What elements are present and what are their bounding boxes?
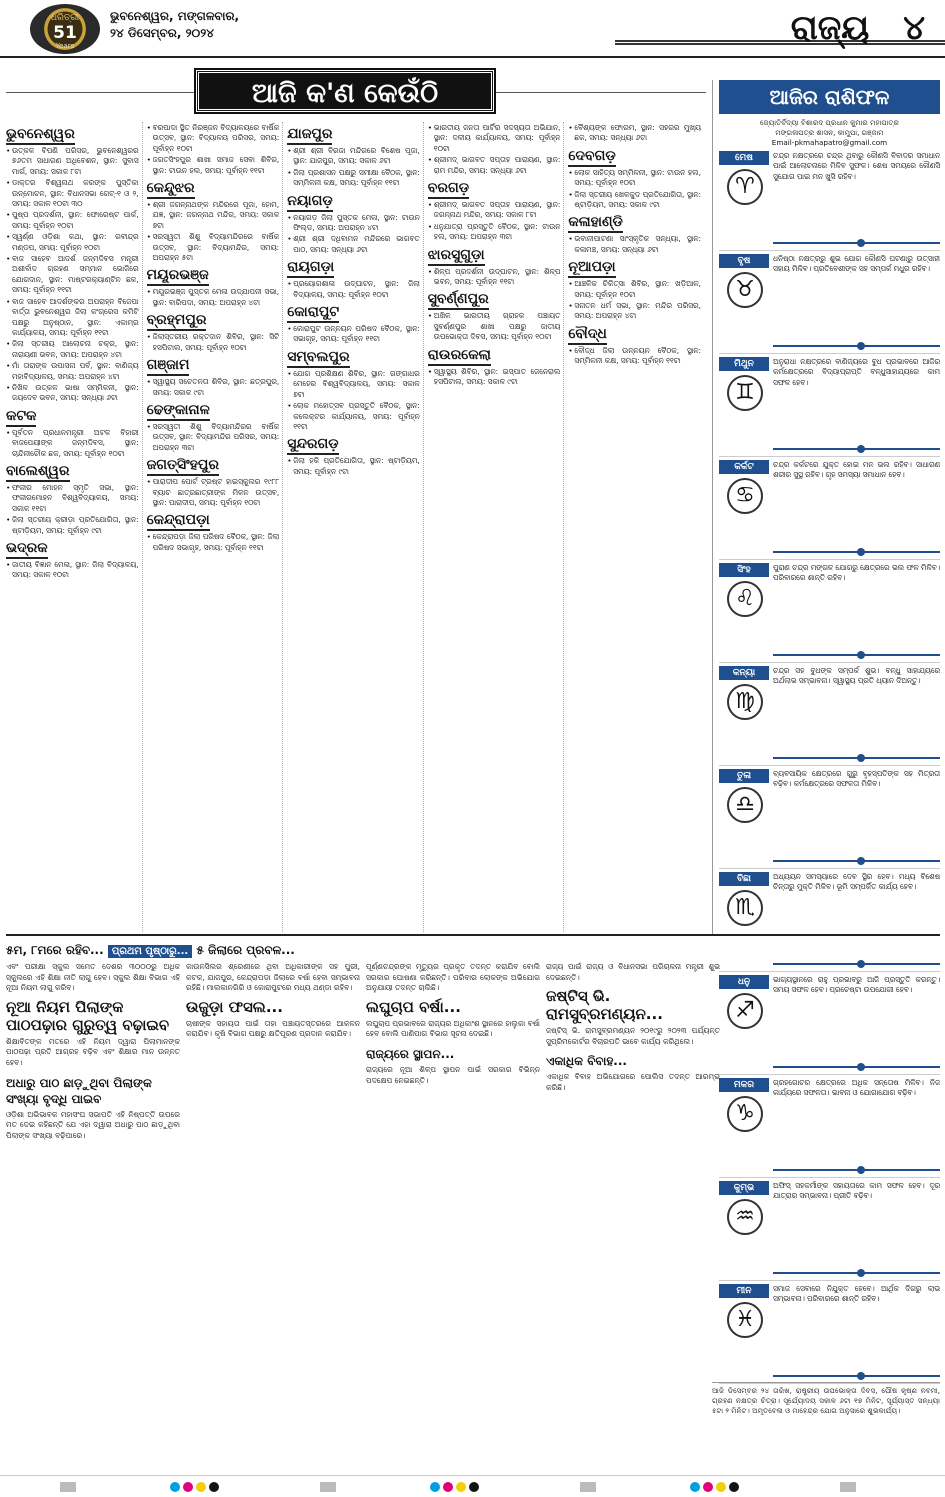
city-heading: ଗଞ୍ଜାମ — [147, 356, 190, 376]
registration-dot-icon — [443, 1482, 453, 1492]
zodiac-name: ତୁଳା — [719, 769, 769, 783]
registration-dot-icon — [430, 1482, 440, 1492]
zodiac-forecast: ପୁରାଣ ଚନ୍ଦ୍ର ମଙ୍ଗଳ ଯୋଗରୁ କ୍ଷେତ୍ରରେ ଭଲ ଫଳ ମିଳିବ। ପରିବାରରେ ଶାନ୍ତି ରହିବ। — [773, 563, 940, 583]
event-item: • ପ୍ରୟୋଗଶାଳା ଉଦ୍‌ଘାଟନ, ସ୍ଥାନ: ଜିଲା ବିଦ୍ୟାଳୟ, ସମୟ: ପୂର୍ବାହ୍ନ ୧୦ଟା — [287, 279, 420, 300]
article-paragraph: ରାଜ୍ୟରେ ନୂଆ ଶିଳ୍ପ ସ୍ଥାପନ ପାଇଁ ସରକାର ବିଭିନ୍ନ ପଦକ୍ଷେପ ନେଇଛନ୍ତି। — [366, 1064, 540, 1085]
zodiac-forecast: ଚନ୍ଦ୍ର ନକ୍ଷତ୍ରରେ ଚନ୍ଦ୍ର ଥିବାରୁ କୌଣସି ବିବାଦର ସମାଧାନ ପାଇଁ ଆଲୋଚନାରେ ମିଳିବ ସୁଫଳ। ଶେଷ ସମୟରେ କୌଣସି ସୁଯୋଗ ପାଇ ମନ ଖୁସି ରହିବ। — [773, 151, 940, 181]
city-heading: ନୂଆପଡ଼ା — [568, 258, 615, 278]
zodiac-forecast: ଗ୍ରହଗୋଚର କ୍ଷେତ୍ରରେ ଅଧିକ ସନ୍ତୋଷ ମିଳିବ। ନିଜ କାର୍ଯ୍ୟରେ ସଫଳତା। ଭାବନା ଓ ଯୋଗାଯୋଗ ବଢ଼ିବ। — [773, 1078, 940, 1098]
zodiac-sign-icon: ♊ — [727, 375, 763, 411]
zodiac-forecast: ଅନୁରାଧା ନକ୍ଷତ୍ରରେ ବାଣିଜ୍ୟରେ ବୁଧ ପ୍ରଭାବରେ ଆଜିର କର୍ମକ୍ଷେତ୍ରରେ ବିଦ୍ୟାପ୍ରାପ୍ତି ବନ୍ଧୁସାହାଯ୍ୟରେ କାମ ସଫଳ ହେବ। — [773, 357, 940, 387]
registration-dot-icon — [196, 1482, 206, 1492]
article-subheading: ଅଧାରୁ ପାଠ ଛାଡ଼ୁଥିବା ପିଲାଙ୍କ ସଂଖ୍ୟା ବୃଦ୍ଧି ପାଇବ — [6, 1075, 152, 1106]
article-subheading: ନୂଆ ନିୟମ ପିଲାଙ୍କ ପାଠପଢ଼ାର ଗୁରୁତ୍ୱ ବଢ଼ାଇବ — [6, 997, 170, 1034]
event-item: • ଭବାନୀପାଟଣା ସାଂସ୍କୃତିକ ସନ୍ଧ୍ୟା, ସ୍ଥାନ: କଳାମଞ୍ଚ, ସମୟ: ସନ୍ଧ୍ୟା ୬ଟା — [568, 234, 701, 255]
event-item: • କୋରାପୁଟ ଉନ୍ନୟନ ପରିଷଦ ବୈଠକ, ସ୍ଥାନ: ସଭାଗୃହ, ସମୟ: ପୂର୍ବାହ୍ନ ୧୧ଟା — [287, 324, 420, 345]
event-item: • ଜିଲା ପ୍ରଶାସନ ପକ୍ଷରୁ ସମୀକ୍ଷା ବୈଠକ, ସ୍ଥାନ: ସମ୍ମିଳନୀ କକ୍ଷ, ସମୟ: ପୂର୍ବାହ୍ନ ୧୧ଟା — [287, 168, 420, 189]
event-item: • ଶ୍ରୀମଦ୍ ଭାଗବତ ସପ୍ତାହ ପାରାୟଣ, ସ୍ଥାନ: ଜଗନ୍ନାଥ ମନ୍ଦିର, ସମୟ: ସକାଳ ୮ଟା — [428, 200, 561, 221]
event-item: • ଜିଲା ହକି ପ୍ରତିଯୋଗିତା, ସ୍ଥାନ: ଷ୍ଟାଡ଼ିୟମ, ସମୟ: ପୂର୍ବାହ୍ନ ୯ଟା — [287, 456, 420, 477]
event-item: • ଜଗତସିଂହପୁର ଶାଖା ସମାଜ ସେବା ଶିବିର, ସ୍ଥାନ: ଟାଉନ ହଲ, ସମୟ: ପୂର୍ବାହ୍ନ ୧୧ଟା — [147, 155, 280, 176]
continued-headline-2: ୫ ଜିଲାରେ ପ୍ରବଳ... — [196, 943, 295, 957]
city-heading: କଳାହାଣ୍ଡି — [568, 213, 623, 233]
zodiac-forecast: ଚନ୍ଦ୍ର କର୍କଟରେ ଯୁକ୍ତ ହୋଇ ମନ ଭଲ ରହିବ। ସାଧାରଣ ଶରୀର ସୁସ୍ଥ ରହିବ। ଗୃହ ସମସ୍ୟା ସମାଧାନ ହେବ। — [773, 460, 940, 480]
event-item: • ସ୍ୱାସ୍ଥ୍ୟ ସଚେତନତା ଶିବିର, ସ୍ଥାନ: ଛତ୍ରପୁର, ସମୟ: ସକାଳ ୯ଟା — [147, 377, 280, 398]
article-paragraph: ଏବଂ ପରୀକ୍ଷା ସ୍କୁଲ ସମେତ ଦେଶର ୩୦୦୦ରୁ ଅଧିକ ସ୍କୁଲରେ ଏହି ଶିକ୍ଷା ନୀତି ଲାଗୁ ହେବ। ସ୍କୁଲ ଶିକ୍ଷା ବିଭାଗ ଏହି ନୂଆ ନିୟମ ଲାଗୁ କରିବ। — [6, 962, 180, 993]
continued-headline: ୫ମ, ୮ମରେ ରହିବ... — [6, 943, 104, 957]
event-item: • ଶ୍ରୀ ଶ୍ରୀ ବିରଜା ମନ୍ଦିରରେ ବିଶେଷ ପୂଜା, ସ୍ଥାନ: ଯାଜପୁର, ସମୟ: ସକାଳ ୬ଟା — [287, 146, 420, 167]
page-tag: ପ୍ରଥମ ପୃଷ୍ଠାରୁ... — [108, 945, 192, 958]
page-section-title — [791, 2, 925, 54]
zodiac-forecast: ଭାଗ୍ୟସ୍ଥାନରେ ରାହୁ ପ୍ରଭାବରୁ ଆଜି ପ୍ରସ୍ତୁତି କରନ୍ତୁ। ସମୟ ସଫଳ ହେବ। ପ୍ରଚେଷ୍ଟା ଉପଯୋଗୀ ହେବ। — [773, 975, 940, 995]
city-heading: ନୟାଗଡ଼ — [287, 192, 333, 212]
astrologer-address: ମଙ୍ଗଳାପତ୍ର ଶାସନ, କାମୁପା, ଗଞ୍ଜାମ — [775, 128, 884, 137]
zodiac-entry — [719, 460, 940, 560]
event-item: • ଶ୍ରୀମଦ୍ ଭାଗବତ ସପ୍ତାହ ପାରାୟଣ, ସ୍ଥାନ: ରାମ ମନ୍ଦିର, ସମୟ: ସନ୍ଧ୍ୟା ୬ଟା — [428, 155, 561, 176]
dateline-date: ୨୪ ଡିସେମ୍ବର, ୨୦୨୪ — [110, 26, 214, 40]
article-paragraph: ରାଜ୍ୟ ପାଇଁ ରାଜ୍ୟ ଓ ବିଧାନସଭା ପରିଚାଳନା ମନ୍ତ୍ରୀ ଶୁଭ ଦେଇଛନ୍ତି। — [546, 962, 720, 982]
article-paragraph: ଓଡ଼ିଶା ଅଭିଭାବକ ମହାସଂଘ ସଭାପତି ଏହି ନିଷ୍ପତ୍ତି ଉପରେ ମତ ଦେଇ କହିଛନ୍ତି ଯେ ଏହା ଦ୍ୱାରା ଅଧାରୁ ପାଠ ଛାଡ଼ୁଥିବା ପିଲାଙ୍କ ସଂଖ୍ୟା ବଢ଼ିପାରେ। — [6, 1109, 180, 1140]
city-heading: ମୟୂରଭଞ୍ଜ — [147, 266, 209, 286]
event-item: • ଲୋକ ମହୋତ୍ସବ ପ୍ରସ୍ତୁତି ବୈଠକ, ସ୍ଥାନ: କଲେକ୍ଟର କାର୍ଯ୍ୟାଳୟ, ସମୟ: ପୂର୍ବାହ୍ନ ୧୧ଟା — [287, 401, 420, 432]
article-column — [366, 962, 540, 1474]
zodiac-name: ବୃଷ — [719, 254, 769, 268]
zodiac-entry — [719, 666, 940, 766]
city-heading: ଭଦ୍ରକ — [6, 539, 48, 559]
gray-patch-icon — [580, 1482, 596, 1492]
zodiac-name: ବିଛା — [719, 872, 769, 886]
zodiac-sign-icon: ♏ — [727, 890, 763, 926]
event-item: • ନିଖିଳ ଉତ୍କଳ ଭାଷା ସମ୍ମିଳନୀ, ସ୍ଥାନ: ଜୟଦେବ ଭବନ, ସମୟ: ସନ୍ଧ୍ୟା ୬ଟା — [6, 383, 139, 404]
article-subheading: ରାଜ୍ୟରେ ସ୍ଥାପନ... — [366, 1046, 455, 1061]
continued-header — [6, 940, 356, 960]
zodiac-name: କର୍କଟ — [719, 460, 769, 474]
registration-dot-icon — [690, 1482, 700, 1492]
zodiac-name: ମିଥୁନ — [719, 357, 769, 371]
gray-patch-icon — [840, 1482, 856, 1492]
horoscope-panel — [712, 80, 940, 1332]
article-paragraph: କାଉନସିଲର ଶ୍ରେଣୀରେ ଥିବା ଅଧିକାରୀଙ୍କ ସହ ପୁରୀ, କଟକ, ଯାଜପୁର, କେନ୍ଦ୍ରାପଡ଼ା ଜିଲାରେ ବର୍ଷା ହେବା ସମ୍ଭାବନା ରହିଛି। ମାଲକାନଗିରି ଓ କୋରାପୁଟରେ ମଧ୍ୟ ଥଣ୍ଡା ରହିବ। — [186, 962, 360, 993]
article-paragraph: ଚାଷୀଙ୍କ ସହାୟତା ପାଇଁ ତାହା ପଞ୍ଚାୟତସ୍ତରରେ ଆକଳନ କରାଯିବ। କୃଷି ବିଭାଗ ପକ୍ଷରୁ କ୍ଷତିପୂରଣ ପ୍ରଦାନ କରାଯିବ। — [186, 1018, 360, 1039]
event-item: • ଭାରତୀୟ ଜନତା ପାର୍ଟିର ସଦସ୍ୟତା ଅଭିଯାନ, ସ୍ଥାନ: ଦଳୀୟ କାର୍ଯ୍ୟାଳୟ, ସମୟ: ପୂର୍ବାହ୍ନ ୧୦ଟା — [428, 123, 561, 154]
city-heading: ବରଗଡ଼ — [428, 179, 469, 199]
event-item: • ଶ୍ରୀ ଜଗନ୍ନାଥଙ୍କ ମନ୍ଦିରରେ ପୂଜା, ହୋମ, ଯଜ୍ଞ, ସ୍ଥାନ: ଜଗନ୍ନାଥ ମନ୍ଦିର, ସମୟ: ସକାଳ ୭ଟା — [147, 200, 280, 231]
zodiac-sign-icon: ♐ — [727, 993, 763, 1029]
event-item: • ଧନୁଯାତ୍ରା ପ୍ରସ୍ତୁତି ବୈଠକ, ସ୍ଥାନ: ଟାଉନ ହଲ, ସମୟ: ଅପରାହ୍ନ ୩ଟା — [428, 222, 561, 243]
article-subheading: ଉଜୁଡ଼ା ଫସଲ... — [186, 997, 283, 1016]
zodiac-forecast: ଅଫିସ୍ ସହକର୍ମୀଙ୍କ ସହାୟତାରେ କାମ ସଫଳ ହେବ। ଦୂର ଯାତ୍ରାର ସମ୍ଭାବନା। ପ୍ରୀତି ବଢ଼ିବ। — [773, 1181, 940, 1201]
event-item: • ଜିଲାସ୍ତରୀୟ ରକ୍ତଦାନ ଶିବିର, ସ୍ଥାନ: ସିଟି ହସପିଟାଲ, ସମୟ: ପୂର୍ବାହ୍ନ ୧୦ଟା — [147, 332, 280, 353]
article-column — [186, 962, 360, 1474]
city-heading: ବ୍ରହ୍ମପୁର — [147, 311, 207, 331]
event-item: • ମୟୂରଭଞ୍ଜ ପୁସ୍ତକ ମେଳା ଉଦ୍‌ଯାପନୀ ସଭା, ସ୍ଥାନ: ବାରିପଦା, ସମୟ: ଅପରାହ୍ନ ୪ଟା — [147, 287, 280, 308]
city-heading: ସୁବର୍ଣ୍ଣପୁର — [428, 290, 489, 310]
zodiac-name: କୁମ୍ଭ — [719, 1181, 769, 1195]
zodiac-forecast: ଚନ୍ଦ୍ର ସହ ବୁଧଙ୍କ ସମ୍ପର୍କ ଶୁଭ। ବନ୍ଧୁ ସାହାଯ୍ୟରେ ଅର୍ଥଲାଭ ସମ୍ଭାବନା। ସ୍ୱାସ୍ଥ୍ୟ ପ୍ରତି ଧ୍ୟାନ ଦିଅନ୍ତୁ। — [773, 666, 940, 686]
city-heading: ଜଗତ୍‌ସିଂହପୁର — [147, 456, 219, 476]
registration-dot-icon — [469, 1482, 479, 1492]
registration-dot-icon — [183, 1482, 193, 1492]
zodiac-name: ମେଷ — [719, 151, 769, 165]
city-heading: କୋରାପୁଟ — [287, 303, 339, 323]
event-item: • ଯୋଗ ପ୍ରଶିକ୍ଷଣ ଶିବିର, ସ୍ଥାନ: ଗଙ୍ଗାଧର ମେହେର ବିଶ୍ୱବିଦ୍ୟାଳୟ, ସମୟ: ସକାଳ ୭ଟା — [287, 369, 420, 400]
registration-dot-icon — [729, 1482, 739, 1492]
zodiac-sign-icon: ♑ — [727, 1096, 763, 1132]
event-item: • କେନ୍ଦ୍ରାପଡ଼ା ଜିଲା ପରିଷଦ ବୈଠକ, ସ୍ଥାନ: ଜିଲା ପରିଷଦ ସଭାଗୃହ, ସମୟ: ପୂର୍ବାହ୍ନ ୧୧ଟା — [147, 532, 280, 553]
article-paragraph: ଏକାଧିକ ବିବାହ ଅଭିଯୋଗରେ ପୋଲିସ ତଦନ୍ତ ଆରମ୍ଭ କରିଛି। — [546, 1072, 720, 1092]
masthead — [0, 0, 945, 58]
separator-icon — [773, 242, 940, 244]
events-banner: ଆଜି କ'ଣ କେଉଁଠି — [196, 70, 494, 112]
zodiac-entry — [719, 769, 940, 869]
event-item: • ସନାତନ ଧର୍ମ ସଭା, ସ୍ଥାନ: ମନ୍ଦିର ପରିସର, ସମୟ: ଅପରାହ୍ନ ୪ଟା — [568, 301, 701, 322]
registration-dot-icon — [703, 1482, 713, 1492]
zodiac-forecast: ସମାଜ ସେବାରେ ନିଯୁକ୍ତ ହେବେ। ଆର୍ଥିକ ଦିଗରୁ ଲାଭ ସମ୍ଭାବନା। ପରିବାରରେ ଶାନ୍ତି ରହିବ। — [773, 1284, 940, 1304]
separator-icon — [773, 551, 940, 553]
event-item: • ମାଁ ତାରାଙ୍କ ଉପାସନା ପର୍ବ, ସ୍ଥାନ: ବାଣିଜ୍ୟ ମହାବିଦ୍ୟାଳୟ, ସମୟ: ଅପରାହ୍ନ ୪ଟା — [6, 361, 139, 382]
page-number: ୪ — [903, 8, 925, 48]
gray-patch-icon — [320, 1482, 336, 1492]
event-item: • ପୂର୍ବତନ ପ୍ରଧାନମନ୍ତ୍ରୀ ଅଟଳ ବିହାରୀ ବାଜପେୟୀଙ୍କ ଜନ୍ମଦିବସ, ସ୍ଥାନ: ଚାନ୍ଦିନୀଚୌକ ଛକ, ସମୟ: ପୂର୍ବାହ୍ନ ୧୦ଟା — [6, 428, 139, 459]
city-heading: ସମ୍ବଲପୁର — [287, 348, 349, 368]
zodiac-name: ମୀନ — [719, 1284, 769, 1298]
event-item: • ଜିଲା ସ୍ତରୀୟ ଖେଳକୁଦ ପ୍ରତିଯୋଗିତା, ସ୍ଥାନ: ଷ୍ଟାଡ଼ିୟମ, ସମୟ: ସକାଳ ୯ଟା — [568, 190, 701, 211]
event-item: • ଜାତୀୟ ବିଜ୍ଞାନ ମେଳା, ସ୍ଥାନ: ଜିଲା ବିଦ୍ୟାଳୟ, ସମୟ: ସକାଳ ୧୦ଟା — [6, 560, 139, 581]
zodiac-forecast: ଅଧ୍ୟୟନ ସମସ୍ୟାରେ ଦେବ ସ୍ଥିର ହେବ। ମଧ୍ୟ ବିଶେଷ ଚିନ୍ତାରୁ ମୁକ୍ତି ମିଳିବ। ଭୂମି ସମ୍ପର୍କିତ କାର୍ଯ୍ୟ ହେବ। — [773, 872, 940, 892]
city-heading: ରାୟଗଡ଼ା — [287, 258, 334, 278]
event-item: • ଅଖିଳ ଭାରତୀୟ ଗ୍ରାହକ ପଞ୍ଚାୟତ ସୁବର୍ଣ୍ଣପୁର ଶାଖା ପକ୍ଷରୁ ଜାତୀୟ ଉପଭୋକ୍ତା ଦିବସ, ସମୟ: ପୂର୍ବାହ୍ନ ୧୦ଟା — [428, 311, 561, 342]
astrologer-info — [719, 118, 940, 148]
event-item: • ବାଜ ସାହେବ ଆଦର୍ଶ ଜନ୍ମଦିବସ ମନ୍ତ୍ରୀ ଅଶୀର୍ବାଦ ଗ୍ରହଣ ସମ୍ମାନ ଭୋଜିରେ ଯୋଗଦାନ, ସ୍ଥାନ: ମାଷ୍ଟରକ୍ୟାଣ୍ଟିନ ଛକ, ସମୟ: ପୂର୍ବାହ୍ନ ୧୧ଟା — [6, 254, 139, 296]
zodiac-entry — [719, 872, 940, 972]
article-paragraph: ଶିକ୍ଷାବିତଙ୍କ ମତରେ ଏହି ନିୟମ ଦ୍ୱାରା ପିଲାମାନଙ୍କ ପାଠପଢ଼ା ପ୍ରତି ଆଗ୍ରହ ବଢ଼ିବ ଏବଂ ଶିକ୍ଷାର ମାନ ଉନ୍ନତ ହେବ। — [6, 1036, 180, 1067]
city-heading: କେନ୍ଦୁଝର — [147, 179, 195, 199]
event-item: • ଆଞ୍ଚଳିକ ଚିକିତ୍ସା ଶିବିର, ସ୍ଥାନ: ଖଡ଼ିଆଳ, ସମୟ: ପୂର୍ବାହ୍ନ ୧୦ଟା — [568, 279, 701, 300]
event-item: • ନୟାଗଡ଼ ଜିଲା ପୁସ୍ତକ ମେଳା, ସ୍ଥାନ: ଟାଉନ ଫିଲ୍ଡ, ସମୟ: ଅପରାହ୍ନ ୪ଟା — [287, 213, 420, 234]
city-heading: ଯାଜପୁର — [287, 125, 332, 145]
dateline-city: ଭୁବନେଶ୍ୱର, ମଙ୍ଗଳବାର, — [110, 9, 240, 23]
gray-patch-icon — [60, 1482, 76, 1492]
section-name: ରାଜ୍ୟ — [790, 8, 870, 48]
logo-years-label: Years — [55, 42, 75, 50]
city-heading: ଦେବଗଡ଼ — [568, 147, 615, 167]
horoscope-title: ଆଜିର ରାଶିଫଳ — [719, 80, 940, 114]
city-heading: ସୁନ୍ଦରଗଡ଼ — [287, 435, 338, 455]
separator-icon — [773, 345, 940, 347]
logo-text: ଧରିତ୍ରୀ — [50, 13, 80, 23]
events-column — [6, 122, 143, 932]
city-heading: ବୌଦ୍ଧ — [568, 325, 607, 345]
event-item: • ବରପାଦା ସ୍ଥିତ ନିରଞ୍ଜନ ବିଦ୍ୟାଳୟରେ ବାର୍ଷିକ ଉତ୍ସବ, ସ୍ଥାନ: ବିଦ୍ୟାଳୟ ପରିସର, ସମୟ: ପୂର୍ବାହ୍ନ ୧୦ଟା — [147, 123, 280, 154]
zodiac-name: ଧନୁ — [719, 975, 769, 989]
event-item: • ସ୍ୱର୍ଣ୍ଣ ଓଡ଼ିଶା କଥା, ସ୍ଥାନ: ରବୀନ୍ଦ୍ର ମଣ୍ଡପ, ସମୟ: ପୂର୍ବାହ୍ନ ୧୦ଟା — [6, 232, 139, 253]
event-item: • ଶିଳ୍ପ ପ୍ରଦର୍ଶନୀ ଉଦ୍‌ଘାଟନ, ସ୍ଥାନ: ଶିଳ୍ପ ଭବନ, ସମୟ: ପୂର୍ବାହ୍ନ ୧୧ଟା — [428, 267, 561, 288]
article-subheading: ଏକାଧିକ ବିବାହ... — [546, 1054, 627, 1069]
print-color-bar — [0, 1475, 945, 1497]
events-column — [568, 122, 704, 932]
astrologer-email: Email-pkmahapatro@gmail.com — [771, 138, 888, 147]
event-item: • ବାଜ ସାହେବ ଆଦର୍ଶଙ୍କର ଅପରାହ୍ନ ବିଜେପା ବାର୍ତ୍ତା ଭୁବନେଶ୍ୱର ଜିଲା କଂଗ୍ରେସ କମିଟି ପକ୍ଷରୁ ଅନୁଷ୍ଠାନ, ସ୍ଥାନ: ଏକାମ୍ର କାର୍ଯ୍ୟାଳୟ, ସମୟ: ପୂର୍ବାହ୍ନ ୧୧ଟା — [6, 297, 139, 339]
event-item: • ପୁଷ୍ପ ପ୍ରଦର୍ଶନୀ, ସ୍ଥାନ: ଫୋରେଷ୍ଟ ପାର୍କ, ସମୟ: ପୂର୍ବାହ୍ନ ୧୦ଟା — [6, 210, 139, 231]
events-column — [428, 122, 565, 932]
event-item: • ପାରାଦୀପ ପୋର୍ଟ ଟ୍ରଷ୍ଟ ହାଇସ୍କୁଲର ୧୯୮୮ ବ୍ୟାଚ ଛାତ୍ରଛାତ୍ରୀଙ୍କ ମିଳନ ଉତ୍ସବ, ସ୍ଥାନ: ପାରାଦୀପ, ସମୟ: ପୂର୍ବାହ୍ନ ୧୦ଟା — [147, 477, 280, 508]
article-paragraph: ଜଷ୍ଟିସ୍ ଭି. ରାମସୁବ୍ରମଣ୍ୟନ ୨୦୧୯ରୁ ୨୦୨୩ ପର୍ଯ୍ୟନ୍ତ ସୁପ୍ରିମକୋର୍ଟର ବିଚାରପତି ଭାବେ କାର୍ଯ୍ୟ କରିଥିଲେ। — [546, 1026, 720, 1046]
zodiac-sign-icon: ♋ — [727, 478, 763, 514]
newspaper-logo — [30, 4, 100, 54]
separator-icon — [773, 448, 940, 450]
city-heading: ବାଲେଶ୍ୱର — [6, 462, 70, 482]
zodiac-name: ସିଂହ — [719, 563, 769, 577]
separator-icon — [773, 860, 940, 862]
separator-icon — [773, 654, 940, 656]
city-heading: ଭୁବନେଶ୍ୱର — [6, 125, 75, 145]
zodiac-entry — [719, 151, 940, 251]
event-item: • ଡାକ୍ତର ବିଶ୍ୱନାଥ କରଙ୍କ ପୁସ୍ତିକା ଉନ୍ମୋଚନ, ସ୍ଥାନ: ବିଧାନସଭା ଗେଟ୍-୧ ଓ ୨, ସମୟ: ସକାଳ ୧୦ଟା ୩୦ — [6, 178, 139, 209]
article-subheading: ଜଷ୍ଟିସ୍ ଭି. ରାମସୁବ୍ରମଣ୍ୟନ... — [546, 987, 663, 1024]
astrologer-name: ଜ୍ୟୋତିର୍ବିଦ୍ୟା ବିଶାରଦ ପ୍ରଧାନ କୁମାର ମହାପାତ୍ର — [760, 118, 899, 127]
registration-dot-icon — [170, 1482, 180, 1492]
panchang-box: ଆଜି ଡିସେମ୍ବର ୨୪ ତାରିଖ, ରାଷ୍ଟ୍ରୀୟ ଉପଭୋକ୍ତା ଦିବସ, ପୌଷ କୃଷ୍ଣ ନବମୀ, ଗ୍ରହଣ ନକ୍ଷତ୍ର ଚିତ୍ରା। ସୂର୍ଯ୍ୟୋଦୟ ସକାଳ ୬ଟା ୧୭ ମିନିଟ, ସୂର୍ଯ୍ୟାସ୍ତ ସନ୍ଧ୍ୟା ୫ଟା ୨ ମିନିଟ। ଅମୃତବେଳା ଓ ମାହେନ୍ଦ୍ର ଯୋଗ ଅନୁସାରେ ଶୁଭକାର୍ଯ୍ୟ। — [712, 1382, 940, 1468]
event-item: • ସରସ୍ୱତୀ ଶିଶୁ ବିଦ୍ୟାମନ୍ଦିରରେ ବାର୍ଷିକ ଉତ୍ସବ, ସ୍ଥାନ: ବିଦ୍ୟାମନ୍ଦିର, ସମୟ: ଅପରାହ୍ନ ୫ଟା — [147, 232, 280, 263]
event-item: • ସ୍ୱାସ୍ଥ୍ୟ ଶିବିର, ସ୍ଥାନ: ଇସ୍ପାତ ଜେନେରାଲ ହସପିଟାଲ, ସମୟ: ସକାଳ ୯ଟା — [428, 367, 561, 388]
city-heading: କଟକ — [6, 407, 36, 427]
event-item: • ଜିଲା ସ୍ତରୀୟ ଆଲୋଚନା ଚକ୍ର, ସ୍ଥାନ: ନାରାୟଣୀ ଭବନ, ସମୟ: ଅପରାହ୍ନ ୪ଟା — [6, 339, 139, 360]
event-item: • ଲୋକ ସାହିତ୍ୟ ସମ୍ମିଳନୀ, ସ୍ଥାନ: ଟାଉନ ହଲ, ସମୟ: ପୂର୍ବାହ୍ନ ୧୦ଟା — [568, 168, 701, 189]
city-heading: ଢେଙ୍କାନାଳ — [147, 401, 210, 421]
registration-dot-icon — [456, 1482, 466, 1492]
event-item: • ଫକୀର ମୋହନ ସ୍ମୃତି ସଭା, ସ୍ଥାନ: ଫକୀରମୋହନ ବିଶ୍ୱବିଦ୍ୟାଳୟ, ସମୟ: ସକାଳ ୧୧ଟା — [6, 483, 139, 514]
section-divider — [6, 934, 940, 936]
article-subheading: ଲଘୁଚାପ ବର୍ଷା... — [366, 997, 461, 1016]
zodiac-forecast: ଧନିଷ୍ଠା ନକ୍ଷତ୍ରରୁ ଶୁଭ ଯୋଗ କୌଣସି ଘଟଣାରୁ ଉତ୍ସାହୀ ସହାୟ ମିଳିବ। ପ୍ରତିବେଶୀଙ୍କ ସହ ସମ୍ପର୍କ ମଧୁର ରହିବ। — [773, 254, 940, 274]
zodiac-entry — [719, 563, 940, 663]
events-column — [147, 122, 284, 932]
separator-icon — [773, 757, 940, 759]
event-item: • ଉତ୍କଳ ବିପଣି ପରିସର, ଭୁବନେଶ୍ୱରର ୭୬ତମ ସାଧାରଣ ଅଧିବେଶନ, ସ୍ଥାନ: ସୁବାସ ମାର୍ଗ, ସମୟ: ସକାଳ ୮ଟା — [6, 146, 139, 177]
city-heading: କେନ୍ଦ୍ରାପଡ଼ା — [147, 511, 210, 531]
city-heading: ଝାରସୁଗୁଡ଼ା — [428, 246, 485, 266]
dateline — [110, 8, 239, 42]
zodiac-entry — [719, 357, 940, 457]
zodiac-sign-icon: ♌ — [727, 581, 763, 617]
zodiac-forecast: ବ୍ୟବସାୟିକ କ୍ଷେତ୍ରରେ ଗୁରୁ ବୃହସ୍ପତିଙ୍କ ସହ ମିତ୍ରତା ବଢ଼ିବ। କର୍ମକ୍ଷେତ୍ରରେ ସଫଳତା ମିଳିବ। — [773, 769, 940, 789]
zodiac-entry — [719, 254, 940, 354]
zodiac-sign-icon: ♒ — [727, 1199, 763, 1235]
event-item: • ବୌଦ୍ଧ ଜିଲା ଉନ୍ନୟନ ବୈଠକ, ସ୍ଥାନ: ସମ୍ମିଳନୀ କକ୍ଷ, ସମୟ: ପୂର୍ବାହ୍ନ ୧୧ଟା — [568, 346, 701, 367]
events-columns — [6, 122, 704, 932]
zodiac-sign-icon: ♉ — [727, 272, 763, 308]
zodiac-name: ମକର — [719, 1078, 769, 1092]
event-item: • ସରସ୍ୱତୀ ଶିଶୁ ବିଦ୍ୟାମନ୍ଦିରର ବାର୍ଷିକ ଉତ୍ସବ, ସ୍ଥାନ: ବିଦ୍ୟାମନ୍ଦିର ପରିସର, ସମୟ: ଅପରାହ୍ନ ୩ଟା — [147, 422, 280, 453]
article-paragraph: ଲଘୁଚାପ ପ୍ରଭାବରେ ରାଜ୍ୟର ଅଧିକାଂଶ ସ୍ଥାନରେ ହାଲୁକା ବର୍ଷା ହେବ ବୋଲି ପାଣିପାଗ ବିଭାଗ ସୂଚନା ଦେଇଛି। — [366, 1018, 540, 1039]
article-column — [546, 962, 720, 1474]
article-column — [6, 962, 180, 1474]
logo-years: 51 — [53, 23, 77, 43]
article-paragraph: ପୂର୍ଣ୍ଣଚନ୍ଦ୍ରଙ୍କ ମୃତ୍ୟୁର ପ୍ରକୃତ ତଦନ୍ତ କରାଯିବ ବୋଲି ସରକାର ଘୋଷଣା କରିଛନ୍ତି। ପରିବାର ଲୋକଙ୍କ ଅଭିଯୋଗ ଅନୁଯାୟୀ ତଦନ୍ତ ଚାଲିଛି। — [366, 962, 540, 993]
city-heading: ରାଉରକେଲା — [428, 346, 491, 366]
registration-dot-icon — [209, 1482, 219, 1492]
event-item: • ଜିଲା ସ୍ତରୀୟ କ୍ରୀଡ଼ା ପ୍ରତିଯୋଗିତା, ସ୍ଥାନ: ଷ୍ଟାଡ଼ିୟମ, ସମୟ: ପୂର୍ବାହ୍ନ ୯ଟା — [6, 515, 139, 536]
zodiac-sign-icon: ♈ — [727, 169, 763, 205]
zodiac-sign-icon: ♎ — [727, 787, 763, 823]
zodiac-sign-icon: ♓ — [727, 1302, 763, 1338]
event-item: • ବୈଶ୍ୟଙ୍କ ଫୋରମ, ସ୍ଥାନ: ସହରର ମୁଖ୍ୟ ଛକ, ସମୟ: ସନ୍ଧ୍ୟା ୬ଟା — [568, 123, 701, 144]
events-column — [287, 122, 424, 932]
zodiac-name: କନ୍ୟା — [719, 666, 769, 680]
registration-dot-icon — [716, 1482, 726, 1492]
zodiac-sign-icon: ♍ — [727, 684, 763, 720]
event-item: • ଶ୍ରୀ ଶ୍ରୀ ଦଧିବାମନ ମନ୍ଦିରରେ ଭାଗବତ ପାଠ, ସମୟ: ସନ୍ଧ୍ୟା ୬ଟା — [287, 234, 420, 255]
